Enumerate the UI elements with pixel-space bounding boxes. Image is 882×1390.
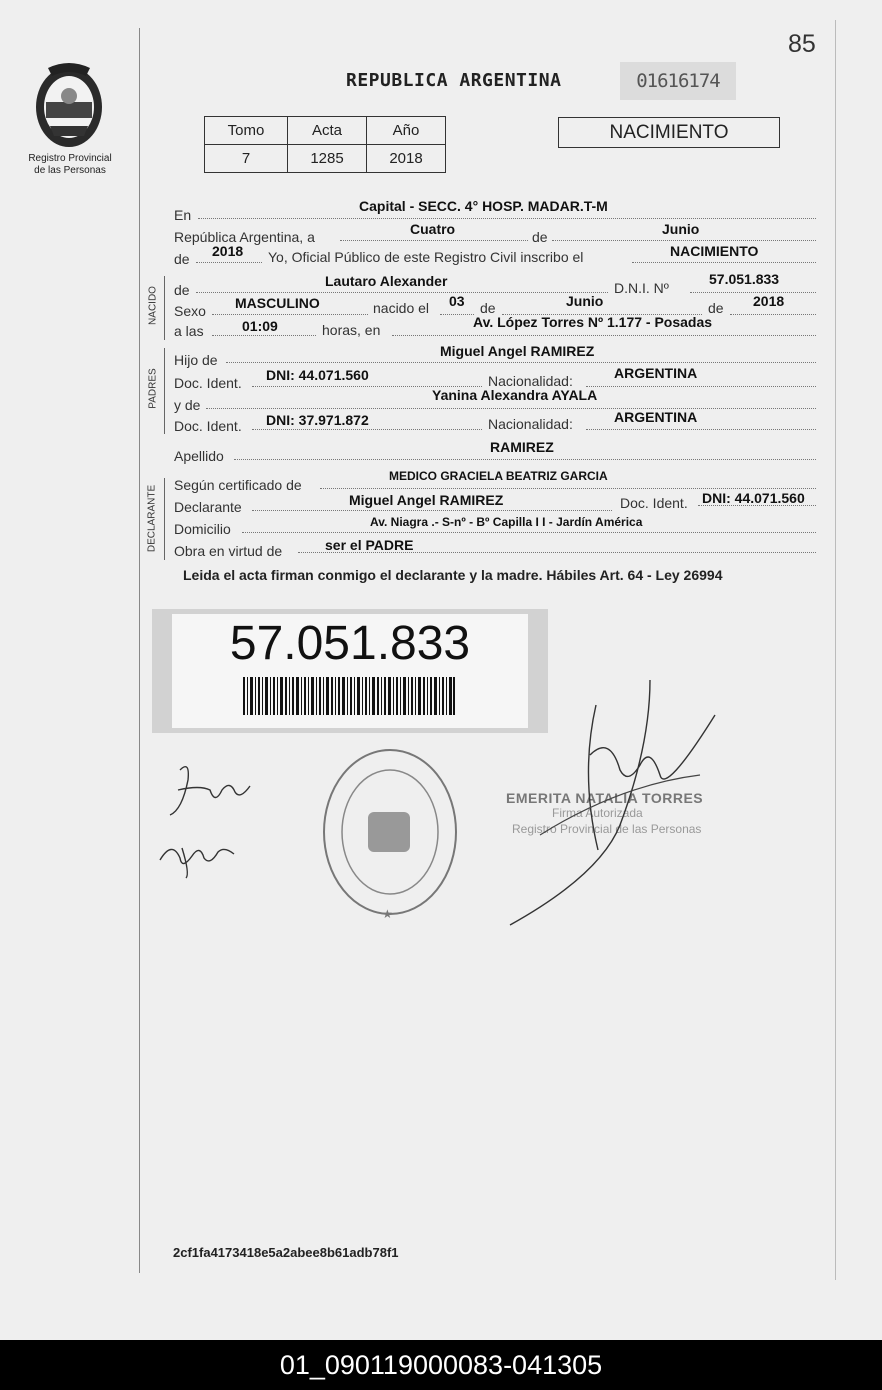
barcode-image <box>243 677 455 715</box>
value-nombre: Lautaro Alexander <box>325 273 448 289</box>
serial-number: 01616174 <box>620 62 736 100</box>
value-certificado: MEDICO GRACIELA BEATRIZ GARCIA <box>389 469 608 483</box>
section-padres-label: PADRES <box>147 368 159 409</box>
section-bar <box>164 478 165 560</box>
value-declarante-doc: DNI: 44.071.560 <box>702 490 805 506</box>
value-madre-nac: ARGENTINA <box>614 409 698 425</box>
anio-value: 2018 <box>367 145 446 173</box>
value-mes-nac: Junio <box>566 293 604 309</box>
value-madre-doc: DNI: 37.971.872 <box>266 412 369 428</box>
value-hora: 01:09 <box>242 318 278 334</box>
value-lugar-nac: Av. López Torres Nº 1.177 - Posadas <box>473 314 713 330</box>
value-lugar: Capital - SECC. 4° HOSP. MADAR.T-M <box>359 198 608 214</box>
label-de: de <box>174 251 190 267</box>
official-title: Firma Autorizada <box>552 806 643 820</box>
page-number: 85 <box>788 30 816 58</box>
declarant-signature <box>160 760 260 820</box>
dotted-line <box>226 362 816 363</box>
dotted-line <box>242 532 816 533</box>
closing-statement: Leida el acta firman conmigo el declarante y la madre. Hábiles Art. 64 - Ley 26994 <box>183 567 723 583</box>
left-margin-line <box>139 28 140 1273</box>
section-nacido-label: NACIDO <box>147 286 159 325</box>
anio-header: Año <box>367 117 446 145</box>
right-margin-line <box>835 20 836 1280</box>
value-apellido: RAMIREZ <box>490 439 554 455</box>
value-inscripcion: NACIMIENTO <box>670 243 759 259</box>
dotted-line <box>586 386 816 387</box>
dotted-line <box>206 408 816 409</box>
dotted-line <box>212 335 316 336</box>
label-segun: Según certificado de <box>174 477 302 493</box>
value-domicilio: Av. Niagra .- S-nº - Bº Capilla I I - Jardín América <box>370 515 643 529</box>
dotted-line <box>552 240 816 241</box>
logo-caption-line1: Registro Provincial <box>28 153 112 164</box>
label-de: de <box>708 300 724 316</box>
record-type-box: NACIMIENTO <box>558 117 780 148</box>
label-a-las: a las <box>174 323 204 339</box>
registry-round-stamp <box>318 742 462 922</box>
value-mes: Junio <box>662 221 700 237</box>
official-name: EMERITA NATALIA TORRES <box>506 790 704 806</box>
label-doc-ident: Doc. Ident. <box>620 495 688 511</box>
label-obra: Obra en virtud de <box>174 543 283 559</box>
label-doc-ident: Doc. Ident. <box>174 375 242 391</box>
acta-value: 1285 <box>288 145 367 173</box>
dotted-line <box>730 314 816 315</box>
dotted-line <box>320 488 816 489</box>
section-bar <box>164 276 165 340</box>
dni-sticker-number: 57.051.833 <box>229 617 471 670</box>
value-padre-doc: DNI: 44.071.560 <box>266 367 369 383</box>
label-apellido: Apellido <box>174 448 224 464</box>
dotted-line <box>196 262 262 263</box>
official-signature <box>500 675 730 935</box>
dotted-line <box>252 510 612 511</box>
label-domicilio: Domicilio <box>174 521 231 537</box>
value-padre-nac: ARGENTINA <box>614 365 698 381</box>
label-nacionalidad: Nacionalidad: <box>488 373 573 389</box>
section-declarante-label: DECLARANTE <box>146 484 158 553</box>
value-padre: Miguel Angel RAMIREZ <box>440 343 595 359</box>
label-hijo-de: Hijo de <box>174 352 218 368</box>
dotted-line <box>392 335 816 336</box>
dotted-line <box>632 262 816 263</box>
acta-header: Acta <box>288 117 367 145</box>
dotted-line <box>198 218 816 219</box>
value-dni: 57.051.833 <box>709 271 780 287</box>
tomo-value: 7 <box>205 145 288 173</box>
dotted-line <box>440 314 474 315</box>
label-y-de: y de <box>174 397 201 413</box>
label-republica: República Argentina, a <box>174 229 315 245</box>
value-obra: ser el PADRE <box>325 537 414 553</box>
label-declarante: Declarante <box>174 499 242 515</box>
mother-signature <box>152 830 242 880</box>
label-nacionalidad: Nacionalidad: <box>488 416 573 432</box>
label-sexo: Sexo <box>174 303 206 319</box>
dotted-line <box>586 429 816 430</box>
logo-caption-line2: de las Personas <box>34 165 106 176</box>
value-declarante: Miguel Angel RAMIREZ <box>349 492 504 508</box>
section-bar <box>164 348 165 434</box>
tomo-header: Tomo <box>205 117 288 145</box>
logo-caption <box>14 153 126 177</box>
dotted-line <box>234 459 816 460</box>
dotted-line <box>340 240 528 241</box>
official-office: Registro Provincial de las Personas <box>512 822 702 836</box>
document-title: REPUBLICA ARGENTINA <box>346 70 562 91</box>
label-oficial: Yo, Oficial Público de este Registro Civil inscribo el <box>268 249 584 265</box>
svg-text:★: ★ <box>382 907 393 921</box>
label-horas-en: horas, en <box>322 322 381 338</box>
label-de: de <box>174 282 190 298</box>
value-dia: Cuatro <box>410 221 456 237</box>
label-de: de <box>480 300 496 316</box>
province-coat-of-arms-logo <box>30 60 108 150</box>
dotted-line <box>212 314 368 315</box>
dotted-line <box>252 429 482 430</box>
value-anio: 2018 <box>212 243 244 259</box>
label-en: En <box>174 207 192 223</box>
footer-id-bar: 01_090119000083-041305 <box>0 1340 882 1390</box>
label-de: de <box>532 229 548 245</box>
dotted-line <box>196 292 608 293</box>
value-anio-nac: 2018 <box>753 293 785 309</box>
label-nacido-el: nacido el <box>373 300 430 316</box>
record-reference-table <box>204 116 446 173</box>
value-madre: Yanina Alexandra AYALA <box>432 387 598 403</box>
value-dia-nac: 03 <box>449 293 465 309</box>
document-hash: 2cf1fa4173418e5a2abee8b61adb78f1 <box>173 1245 399 1260</box>
value-sexo: MASCULINO <box>235 295 320 311</box>
label-doc-ident: Doc. Ident. <box>174 418 242 434</box>
label-dni: D.N.I. Nº <box>614 280 669 296</box>
